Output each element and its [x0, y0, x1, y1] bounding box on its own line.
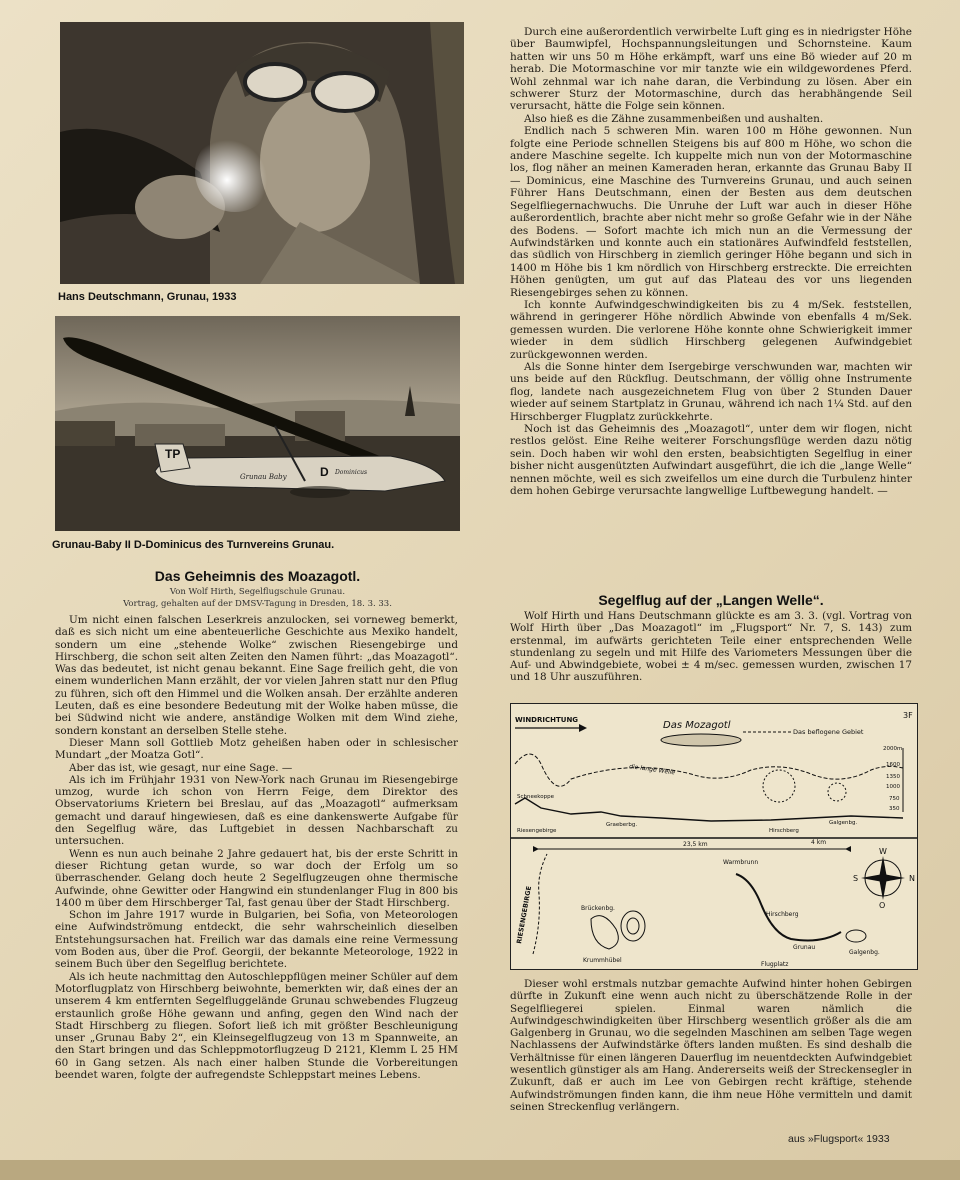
paragraph: Dieser wohl erstmals nutzbar gemachte Aufwind hinter hohen Gebirgen dürfte in Zukunft eine wenn auch nicht zu überschätzende Rolle in der Segelfliegerei spielen. Einmal waren nämlich die Aufwindgeschwindigkeiten über Hirschberg wesentlich größer als die am Galgenberg in Grunau, wo die segelnden Maschinen am selben Tage wegen Nachlassens der Aufwindstärke öfters landen mußten. Es sind deshalb die Verhältnisse für einen längeren Dauerflug im neuentdeckten Aufwindgebiet wesentlich günstiger als am Hang. Andererseits weiß der Streckensegler in Zukunft, daß er auch im Lee von Gebirgen recht kräftige, stehende Aufwindströmungen finden kann, die ihm neue Höhe vermitteln und damit seinen Streckenflug verlängern. — [510, 978, 912, 1113]
reg-letter: D — [320, 465, 329, 479]
paragraph: Wolf Hirth und Hans Deutschmann glückte es am 3. 3. (vgl. Vortrag von Wolf Hirth über „Das Moazagotl“ im „Flugsport“ Nr. 7, S. 143) zum erstenmal, im aufwärts gerichteten Teile einer entsprechenden Welle stundenlang zu segeln und mit Hilfe des Variometers Messungen über die Auf- und Abwindgebiete, wobei ± 4 m/sec. gemessen wurden, zwischen 17 und 18 Uhr auszuführen. — [510, 610, 912, 684]
paragraph: Noch ist das Geheimnis des „Moazagotl“, unter dem wir flogen, nicht restlos gelöst. Eine Reihe weiterer Forschungsflüge werden dazu nötig sein. Doch haben wir wohl den ersten, beabsichtigten Segelflug in einer bisher nicht ausgenützten Aufwindart ausgeführt, die ich die „lange Welle“ nennen möchte, weil es sich zweifellos um eine durch die Turbulenz hinter dem hohen Gebirge verursachte langwellige Luftbewegung handelt. — — [510, 423, 912, 498]
photo1-caption: Hans Deutschmann, Grunau, 1933 — [58, 291, 237, 303]
flugplatz-label: Flugplatz — [761, 961, 789, 968]
reg-name: Dominicus — [335, 469, 368, 476]
compass-rose — [853, 847, 915, 910]
distance-4km: 4 km — [811, 839, 827, 846]
paragraph: Durch eine außerordentlich verwirbelte Luft ging es in niedrigster Höhe über Baumwipfel, Hochspannungsleitungen und Schornsteine. Kaum hatten wir uns 50 m Höhe erkämpft, warf uns eine Bö wieder auf 20 m herab. Die Motormaschine vor mir tanzte wie ein wildgewordenes Pferd. Wohl zehnmal war ich nahe daran, die Verbindung zu lösen. Aber ein schwerer Sturz der Motormaschine, durch das herabhängende Seil verursacht, hätte die Folge sein können. — [510, 26, 912, 113]
schneekoppe-label: Schneekoppe — [517, 794, 554, 800]
paragraph: Dieser Mann soll Gottlieb Motz geheißen haben oder in schlesischer Mundart „der Moatza Gotl“. — [55, 736, 458, 762]
left-article-byline1: Von Wolf Hirth, Segelflugschule Grunau. — [169, 587, 346, 597]
warmbrunn-label: Warmbrunn — [723, 859, 759, 866]
paragraph: Als ich im Frühjahr 1931 von New-York nach Grunau im Riesengebirge umzog, wurde ich schon von Herrn Feige, dem Direktor des Observatoriums Krietern bei Breslau, auf das „Moazagotl“ aufmerksam gemacht und darauf hingewiesen, daß es eine dankenswerte Aufgabe für den Segelflug wäre, das Luftgebiet in dessen Nachbarschaft zu untersuchen. — [55, 773, 458, 848]
distance-23km: 23,5 km — [683, 841, 708, 848]
fuselage-text: Grunau Baby — [240, 473, 287, 481]
altitude-tick: 350 — [889, 806, 900, 812]
lange-welle-label: die lange Welle — [628, 763, 676, 777]
paragraph: Als ich heute nachmittag den Autoschleppflügen meiner Schüler auf dem Motorflugplatz von Hirschberg beiwohnte, bemerkten wir, daß eines der an unserem 4 km entfernten Segelfluggelände Grunau schwebendes Flugzeug erstaunlich große Höhe gewann und anfing, gegen den Wind nach der Stadt Hirschberg zu fliegen. Sofort ließ ich mit größter Beschleunigung unser „Grunau Baby 2“, ein Kleinsegelflugzeug von 13 m Spannweite, an den Start bringen und das Schleppmotorflugzeug D 2121, Klemm L 25 HM 60 in Gang setzen. Als nach einer halben Stunde die Vorbereitungen beendet waren, folgte der aufregendste Schleppstart meines Lebens. — [55, 970, 458, 1081]
altitude-tick: 1350 — [886, 774, 900, 780]
right-article2-title: Segelflug auf der „Langen Welle“. — [598, 592, 824, 608]
fin-mark: TP — [165, 447, 181, 461]
hirschberg-map-label: Hirschberg — [766, 911, 799, 918]
left-article-body — [55, 614, 458, 1081]
hirschberg-label: Hirschberg — [769, 828, 799, 834]
paragraph: Schon im Jahre 1917 wurde in Bulgarien, bei Sofia, von Meteorologen eine Aufwindströmung entdeckt, die sehr wahrscheinlich dieselben Entstehungsursachen hat. Freilich war das damals eine reine Vermessung vom Boden aus, über die Prof. Georgii, der bekannte Meteorologe, 1922 in seinem Buch über den Segelflug berichtete. — [55, 909, 458, 971]
altitude-tick: 1600 — [886, 762, 900, 768]
mozagotl-label: Das Mozagotl — [663, 720, 731, 731]
paragraph: Als die Sonne hinter dem Isergebirge verschwunden war, machten wir uns beide auf den Rückflug. Deutschmann, der völlig ohne Instrumente flog, landete nach ausgezeichnetem Flug von über 2 Stunden Dauer wieder auf seinem Startplatz in Grunau, während ich nach 1¼ Std. auf den Hirschberger Flugplatz zurückkehrte. — [510, 360, 912, 423]
right-article2-intro — [510, 610, 912, 684]
paragraph: Aber das ist, wie gesagt, nur eine Sage. — — [69, 761, 293, 774]
flight-map — [510, 703, 918, 970]
photo2-caption: Grunau-Baby II D-Dominicus des Turnvereins Grunau. — [52, 539, 335, 551]
windrichtung-label: WINDRICHTUNG — [515, 716, 579, 724]
right-article2-outro — [510, 978, 912, 1113]
compass-s: S — [853, 874, 859, 883]
paragraph: Endlich nach 5 schweren Min. waren 100 m Höhe gewonnen. Nun folgte eine Periode schnellen Steigens bis auf 800 m Höhe, wo schon die andere Maschine segelte. Ich kuppelte mich nun von der Motormaschine los, flog näher an meinen Kameraden heran, erkannte das Grunau Baby II — Dominicus, eine Maschine des Turnvereins Grunau, und auch seinen Führer Hans Deutschmann, einen der Besten aus dem deutschen Segelfliegernachwuchs. Die Unruhe der Luft war auch in dieser Höhe außerordentlich, brachte aber nicht mehr so große Gefahr wie in der Nähe des Bodens. — Sofort machte ich mich nun an die Vermessung der Aufwindstärken und konnte auch ein stationäres Aufwindfeld feststellen, das südlich von Hirschberg in ziemlich geringer Höhe begann und sich in 1400 m Höhe bis 1 km nördlich von Hirschberg erstreckte. Die erreichten Höhen genügten, um gut auf das Plateau des vor uns liegenden Riesengebirges sehen zu können. — [510, 125, 912, 299]
paragraph: Wenn es nun auch beinahe 2 Jahre gedauert hat, bis der erste Schritt in dieser Richtung getan wurde, so war doch der Erfolg um so überraschender. Gelang doch heute 2 Segelflugzeugen ohne thermische Aufwinde, ohne Gewitter oder Hangwind ein stundenlanger Flug in 800 bis 1400 m über dem Hirschberger Tal, fast genau über der Stadt Hirschberg. — [55, 847, 458, 909]
galgenbg-map-label: Galgenbg. — [849, 949, 880, 956]
left-article-title: Das Geheimnis des Moazagotl. — [154, 568, 361, 584]
paragraph: Um nicht einen falschen Leserkreis anzulocken, sei vorneweg bemerkt, daß es sich nicht um eine abenteuerliche Geschichte aus Mexiko handelt, sondern um eine „stehende Wolke“ zwischen Riesengebirge und Hirschberg, die schon seit alten Zeiten den Namen führt: „das Moazagotl“. Was das bedeutet, ist nicht genau bekannt. Eine Sage freilich geht, die von einem wunderlichen Mann erzählt, der vor vielen Jahren statt nur den Pflug zu führen, sich oft den Himmel und die Wolken ansah. Der erzählte anderen Leuten, daß es eine besondere Bedeutung mit der Wolke haben müsse, die bei Südwind nicht wie andere, anständige Wolken mit dem Wind ziehe, sondern konstant an derselben Stelle stehe. — [55, 614, 458, 737]
compass-n: N — [909, 874, 915, 883]
paragraph: Ich konnte Aufwindgeschwindigkeiten bis zu 4 m/Sek. feststellen, während in geringerer Höhe nördlich Abwinde von ebenfalls 4 m/Sek. gemessen wurden. Die verlorene Höhe konnte ohne Schwierigkeit immer wieder in dem südlich Hirschberg gelegenen Aufwindgebiet zurückgewonnen werden. — [510, 298, 912, 361]
glider-photo — [55, 316, 460, 531]
grasberg-label: Graeberbg. — [606, 822, 638, 828]
altitude-scale — [883, 746, 903, 812]
altitude-tick: 750 — [889, 796, 900, 802]
riesengebirge-ridge-label: RIESENGEBIRGE — [515, 885, 534, 945]
left-article-byline2: Vortrag, gehalten auf der DMSV-Tagung in Dresden, 18. 3. 33. — [123, 599, 392, 609]
pilot-photo — [60, 22, 464, 284]
brueckenbg-label: Brückenbg. — [581, 905, 615, 912]
altitude-tick: 2000m — [883, 746, 903, 752]
corner-mark: 3F — [903, 711, 913, 720]
riesengebirge-label: Riesengebirge — [517, 828, 557, 834]
paragraph: Also hieß es die Zähne zusammenbeißen und aushalten. — [524, 112, 824, 125]
galgenbg-label: Galgenbg. — [829, 820, 858, 826]
altitude-tick: 1000 — [886, 784, 900, 790]
krummhuebel-label: Krummhübel — [583, 957, 622, 964]
source-credit: aus »Flugsport« 1933 — [788, 1133, 890, 1145]
grunau-label: Grunau — [793, 944, 816, 951]
page-edge — [0, 1160, 960, 1180]
compass-w: W — [879, 847, 887, 856]
beflogene-gebiet-label: Das beflogene Gebiet — [793, 728, 864, 736]
right-article-body — [510, 26, 912, 497]
compass-o: O — [879, 901, 886, 910]
